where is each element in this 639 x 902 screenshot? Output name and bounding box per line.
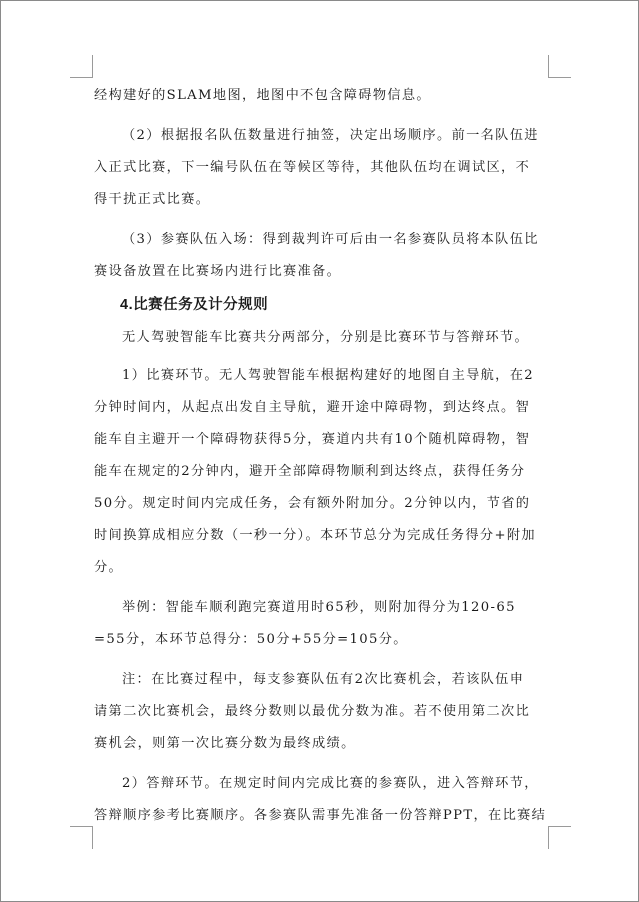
- text-line: 无人驾驶智能车比赛共分两部分，分别是比赛环节与答辩环节。: [122, 330, 530, 345]
- crop-mark-top-left: [70, 55, 93, 78]
- paragraph-spacing: [94, 216, 548, 224]
- text-line: =55分，本环节总得分：50分+55分=105分。: [94, 632, 408, 647]
- text-line: 赛设备放置在比赛场内进行比赛准备。: [94, 264, 342, 279]
- text-line: 1）比赛环节。无人驾驶智能车根据构建好的地图自主导航，在2: [122, 368, 534, 383]
- document-body: [94, 80, 548, 832]
- text-line: 入正式比赛，下一编号队伍在等候区等待，其他队伍均在调试区，不: [94, 160, 531, 175]
- crop-mark-bottom-right: [548, 826, 571, 849]
- text-line: 分钟时间内，从起点出发自主导航，避开途中障碍物，到达终点。智: [94, 400, 531, 415]
- text-line: （3）参赛队伍入场：得到裁判许可后由一名参赛队员将本队伍比: [122, 232, 539, 247]
- text-line: （2）根据报名队伍数量进行抽签，决定出场顺序。前一名队伍进: [122, 128, 539, 143]
- text-line: 注：在比赛过程中，每支参赛队伍有2次比赛机会，若该队伍申: [122, 672, 525, 687]
- text-line: 赛机会，则第一次比赛分数为最终成绩。: [94, 736, 356, 751]
- crop-mark-bottom-left: [70, 826, 93, 849]
- text-line: 得干扰正式比赛。: [94, 192, 211, 207]
- text-line: 举例：智能车顺利跑完赛道用时65秒，则附加得分为120-65: [122, 600, 516, 615]
- paragraph-spacing: [94, 656, 548, 664]
- text-line: 请第二次比赛机会，最终分数则以最优分数为准。若不使用第二次比: [94, 704, 531, 719]
- text-line: 分。: [94, 560, 124, 575]
- text-line: 经构建好的SLAM地图，地图中不包含障碍物信息。: [94, 88, 431, 103]
- paragraph-spacing: [94, 760, 548, 768]
- text-line: 50分。规定时间内完成任务，会有额外附加分。2分钟以内，节省的: [94, 496, 531, 511]
- text-line: 2）答辩环节。在规定时间内完成比赛的参赛队，进入答辩环节，: [122, 776, 539, 791]
- paragraph-spacing: [94, 112, 548, 120]
- text-line: 能车在规定的2分钟内，避开全部障碍物顺利到达终点，获得任务分: [94, 464, 526, 479]
- text-line: 时间换算成相应分数（一秒一分）。本环节总分为完成任务得分+附加: [94, 528, 536, 543]
- crop-mark-top-right: [548, 55, 571, 78]
- paragraph-spacing: [94, 584, 548, 592]
- text-line: 能车自主避开一个障碍物获得5分，赛道内共有10个随机障碍物，智: [94, 432, 531, 447]
- text-line: 答辩顺序参考比赛顺序。各参赛队需事先准备一份答辩PPT，在比赛结: [94, 808, 547, 823]
- section-heading: 4.比赛任务及计分规则: [120, 297, 269, 313]
